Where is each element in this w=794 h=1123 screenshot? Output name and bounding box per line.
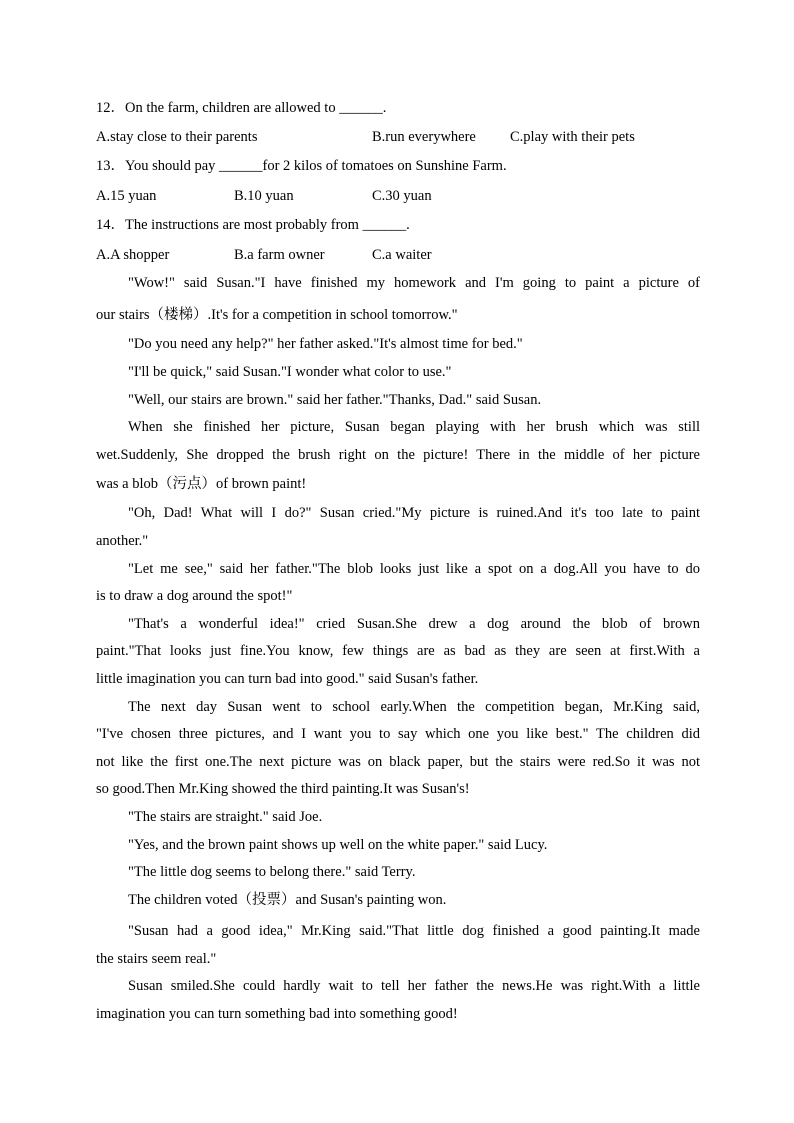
question-13-option-c: C.30 yuan — [372, 188, 432, 204]
passage-line: "Let me see," said her father."The blob looks just like a spot on a dog.All you have to do — [128, 561, 700, 577]
question-12-option-a: A.stay close to their parents — [96, 129, 258, 145]
passage-line: paint."That looks just fine.You know, few things are as bad as they are seen at first.With a — [96, 643, 700, 659]
passage-line: imagination you can turn something bad into something good! — [96, 1006, 458, 1022]
passage-line: "I've chosen three pictures, and I want you to say which one you like best." The children did — [96, 726, 700, 742]
question-13-stem: 13．You should pay ______for 2 kilos of tomatoes on Sunshine Farm. — [96, 158, 507, 174]
passage-line: another." — [96, 533, 149, 549]
question-14-option-c: C.a waiter — [372, 247, 432, 263]
question-12-option-c: C.play with their pets — [510, 129, 635, 145]
question-12-option-b: B.run everywhere — [372, 129, 476, 145]
passage-line: little imagination you can turn bad into good." said Susan's father. — [96, 671, 479, 687]
passage-line: is to draw a dog around the spot!" — [96, 588, 293, 604]
passage-line: "Oh, Dad! What will I do?" Susan cried."My picture is ruined.And it's too late to paint — [128, 505, 700, 521]
question-14-stem: 14．The instructions are most probably from ______. — [96, 217, 410, 233]
question-13-option-b: B.10 yuan — [234, 188, 294, 204]
passage-line: not like the first one.The next picture was on black paper, but the stairs were red.So it was not — [96, 754, 700, 770]
passage-line: wet.Suddenly, She dropped the brush right on the picture! There in the middle of her picture — [96, 447, 700, 463]
passage-line: "Yes, and the brown paint shows up well on the white paper." said Lucy. — [128, 837, 548, 853]
passage-line: Susan smiled.She could hardly wait to tell her father the news.He was right.With a little — [128, 978, 700, 994]
passage-line: "Do you need any help?" her father asked."It's almost time for bed." — [128, 336, 523, 352]
passage-line: "The little dog seems to belong there." said Terry. — [128, 864, 416, 880]
passage-line: "Well, our stairs are brown." said her father."Thanks, Dad." said Susan. — [128, 392, 542, 408]
passage-line: our stairs（楼梯）.It's for a competition in school tomorrow." — [96, 307, 458, 323]
passage-line: The next day Susan went to school early.When the competition began, Mr.King said, — [128, 699, 700, 715]
passage-line: "Susan had a good idea," Mr.King said."That little dog finished a good painting.It made — [128, 923, 700, 939]
question-13-option-a: A.15 yuan — [96, 188, 157, 204]
passage-line: "I'll be quick," said Susan."I wonder what color to use." — [128, 364, 452, 380]
passage-line: the stairs seem real." — [96, 951, 217, 967]
passage-line: was a blob（污点）of brown paint! — [96, 476, 307, 492]
passage-line: The children voted（投票）and Susan's painting won. — [128, 892, 447, 908]
question-14-option-b: B.a farm owner — [234, 247, 325, 263]
question-12-stem: 12．On the farm, children are allowed to ______. — [96, 100, 387, 116]
passage-line: so good.Then Mr.King showed the third painting.It was Susan's! — [96, 781, 470, 797]
passage-line: "The stairs are straight." said Joe. — [128, 809, 323, 825]
question-14-option-a: A.A shopper — [96, 247, 170, 263]
passage-line: "That's a wonderful idea!" cried Susan.She drew a dog around the blob of brown — [128, 616, 700, 632]
passage-line: When she finished her picture, Susan began playing with her brush which was still — [128, 419, 700, 435]
passage-line: "Wow!" said Susan."I have finished my homework and I'm going to paint a picture of — [128, 275, 700, 291]
